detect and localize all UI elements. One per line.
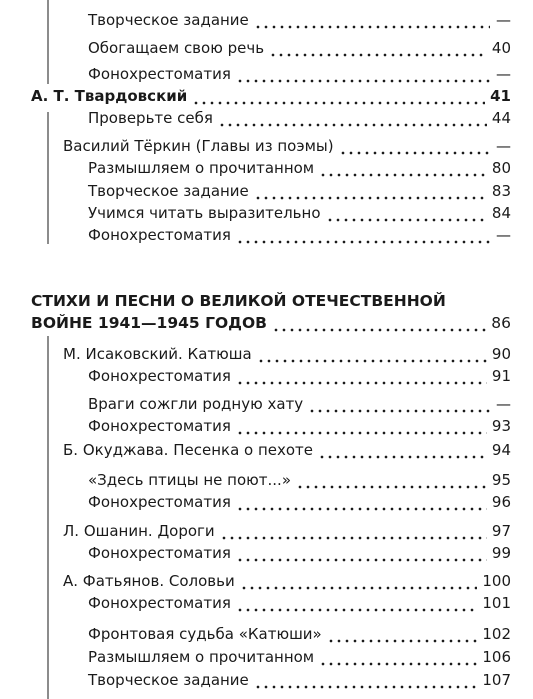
section-heading xyxy=(31,290,446,312)
dot-leader xyxy=(236,414,487,438)
dot-leader xyxy=(240,569,478,593)
entry-title: М. Исаковский. Катюша xyxy=(63,345,252,363)
indent-rule-middle xyxy=(47,112,49,244)
toc-entry[interactable] xyxy=(63,134,511,158)
dot-leader xyxy=(236,591,477,615)
toc-entry[interactable] xyxy=(88,156,511,180)
entry-page: 40 xyxy=(491,39,511,57)
entry-page: 95 xyxy=(491,471,511,489)
entry-title: Фонохрестоматия xyxy=(88,367,231,385)
indent-rule-top xyxy=(47,0,49,84)
toc-entry[interactable] xyxy=(88,541,511,565)
section-heading-line1: СТИХИ И ПЕСНИ О ВЕЛИКОЙ ОТЕЧЕСТВЕННОЙ xyxy=(31,292,446,310)
entry-title: Б. Окуджава. Песенка о пехоте xyxy=(63,441,314,459)
entry-page: 90 xyxy=(491,345,511,363)
dot-leader xyxy=(236,541,487,565)
entry-title: Размышляем о прочитанном xyxy=(88,159,315,177)
entry-page: — xyxy=(496,137,511,155)
toc-entry[interactable] xyxy=(88,591,511,615)
entry-page: 80 xyxy=(491,159,511,177)
entry-page: 93 xyxy=(491,417,511,435)
entry-title: Творческое задание xyxy=(88,182,249,200)
section-page: 86 xyxy=(491,314,511,332)
entry-page: 97 xyxy=(491,522,511,540)
dot-leader xyxy=(308,392,490,416)
dot-leader xyxy=(218,106,487,130)
entry-title: Фонохрестоматия xyxy=(88,417,231,435)
entry-page: — xyxy=(496,395,511,413)
entry-page: 91 xyxy=(491,367,511,385)
entry-page: 84 xyxy=(491,204,511,222)
entry-page: 106 xyxy=(482,648,511,666)
entry-title: Фонохрестоматия xyxy=(88,493,231,511)
dot-leader xyxy=(236,490,487,514)
toc-entry[interactable] xyxy=(88,645,511,669)
entry-title: А. Т. Твардовский xyxy=(31,87,188,105)
entry-title: Фонохрестоматия xyxy=(88,65,231,83)
dot-leader xyxy=(319,645,477,669)
entry-page: 100 xyxy=(482,572,511,590)
entry-title: Фонохрестоматия xyxy=(88,544,231,562)
toc-entry[interactable] xyxy=(63,569,511,593)
entry-page: — xyxy=(496,65,511,83)
toc-entry[interactable] xyxy=(88,622,511,646)
toc-entry[interactable] xyxy=(63,342,511,366)
dot-leader xyxy=(236,364,487,388)
toc-entry[interactable] xyxy=(88,223,511,247)
toc-author-entry[interactable] xyxy=(31,84,511,108)
toc-entry[interactable] xyxy=(88,62,511,86)
entry-title: Фонохрестоматия xyxy=(88,226,231,244)
entry-title: Фронтовая судьба «Катюши» xyxy=(88,625,322,643)
entry-title: А. Фатьянов. Соловьи xyxy=(63,572,235,590)
entry-title: Л. Ошанин. Дороги xyxy=(63,522,215,540)
entry-title: Василий Тёркин (Главы из поэмы) xyxy=(63,137,334,155)
dot-leader xyxy=(318,438,487,462)
toc-entry[interactable] xyxy=(63,519,511,543)
entry-title: Творческое задание xyxy=(88,11,249,29)
toc-entry[interactable] xyxy=(88,364,511,388)
toc-entry[interactable] xyxy=(88,392,511,416)
dot-leader xyxy=(319,156,487,180)
dot-leader xyxy=(236,223,490,247)
entry-page: 44 xyxy=(491,109,511,127)
entry-title: Фонохрестоматия xyxy=(88,594,231,612)
toc-entry[interactable] xyxy=(88,179,511,203)
entry-title: Учимся читать выразительно xyxy=(88,204,321,222)
entry-title: Обогащаем свою речь xyxy=(88,39,265,57)
dot-leader xyxy=(220,519,487,543)
indent-rule-bottom xyxy=(47,336,49,699)
entry-page: 99 xyxy=(491,544,511,562)
entry-page: — xyxy=(496,226,511,244)
entry-page: 107 xyxy=(482,671,511,689)
toc-entry[interactable] xyxy=(88,490,511,514)
toc-entry[interactable] xyxy=(63,438,511,462)
entry-title: Враги сожгли родную хату xyxy=(88,395,304,413)
entry-title: Проверьте себя xyxy=(88,109,213,127)
entry-page: — xyxy=(496,11,511,29)
dot-leader xyxy=(327,622,478,646)
entry-page: 83 xyxy=(491,182,511,200)
dot-leader xyxy=(257,342,487,366)
entry-page: 101 xyxy=(482,594,511,612)
dot-leader xyxy=(339,134,490,158)
section-heading-line2: ВОЙНЕ 1941—1945 ГОДОВ xyxy=(31,314,267,332)
entry-page: 102 xyxy=(482,625,511,643)
dot-leader xyxy=(192,84,485,108)
entry-page: 41 xyxy=(490,87,511,105)
entry-page: 96 xyxy=(491,493,511,511)
entry-title: Творческое задание xyxy=(88,671,249,689)
toc-entry[interactable] xyxy=(88,414,511,438)
dot-leader xyxy=(254,179,487,203)
section-heading-entry[interactable] xyxy=(31,311,511,335)
dot-leader xyxy=(296,468,487,492)
toc-entry[interactable] xyxy=(88,36,511,60)
toc-entry[interactable] xyxy=(88,106,511,130)
dot-leader xyxy=(254,8,490,32)
toc-entry[interactable] xyxy=(88,468,511,492)
toc-entry[interactable] xyxy=(88,8,511,32)
entry-title: «Здесь птицы не поют...» xyxy=(88,471,291,489)
dot-leader xyxy=(326,201,487,225)
dot-leader xyxy=(254,668,478,692)
dot-leader xyxy=(272,311,486,335)
entry-title: Размышляем о прочитанном xyxy=(88,648,315,666)
toc-entry[interactable] xyxy=(88,668,511,692)
dot-leader xyxy=(269,36,487,60)
dot-leader xyxy=(236,62,490,86)
toc-entry[interactable] xyxy=(88,201,511,225)
entry-page: 94 xyxy=(491,441,511,459)
